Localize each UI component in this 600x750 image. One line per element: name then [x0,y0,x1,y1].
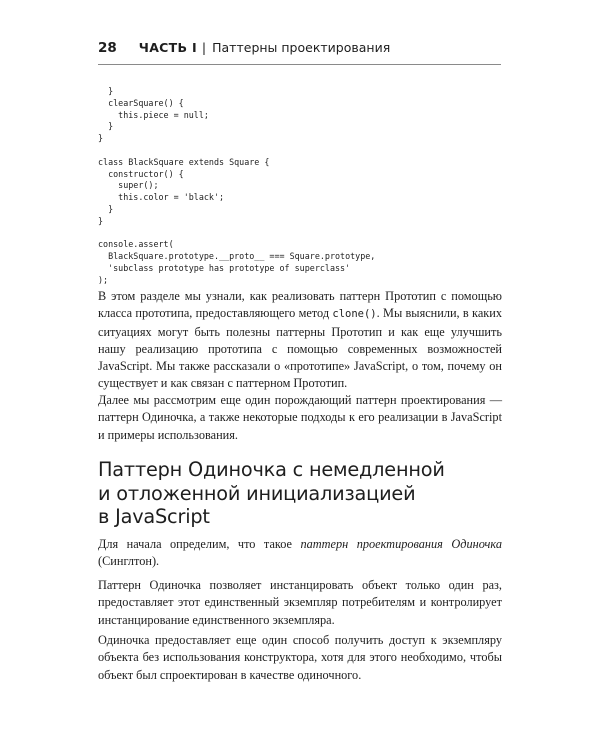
running-header [98,40,390,56]
definition-text-end: (Синглтон). [98,554,160,569]
italic-term: паттерн проектирования Одиночка [300,537,502,551]
code-block: } clearSquare() { this.piece = null; } } class BlackSquare extends Square { constructor() { super(); this.color = 'black'; } } console.assert( BlackSquare.prototype.__proto__ === Square.prototype, 'subclass prototype has prototype of superclass' ); [98,86,376,285]
part-label: ЧАСТЬ I [138,40,197,55]
page-number: 28 [98,40,117,56]
definition-text-start: Для начала определим, что такое [98,537,301,551]
section-heading-line-1: Паттерн Одиночка с немедленной [98,458,445,481]
paragraph-next-topic: Далее мы рассмотрим еще один порождающий паттерн проектирования — паттерн Одиночка, а также некоторые подходы к его реализации в JavaScript и примеры использования. [98,393,502,442]
summary-text-end: . Мы выяснили, в каких ситуациях могут быть полезны паттерны Прототип и как еще улучшить нашу реализацию прототипа с помощью современных возможностей JavaScript. Мы также рассказали о «прототипе» JavaScript, о том, почему он существует и как связан с паттерном Прототип. [98,306,502,391]
paragraph-singleton-purpose: Паттерн Одиночка позволяет инстанцировать объект только один раз, предоставляет этот единственный экземпляр потребителям и контролирует инстанцирование единственного экземпляра. [98,578,502,627]
header-separator: | [201,40,207,55]
section-heading-line-2: и отложенной инициализацией [98,481,416,505]
section-heading-line-3: в JavaScript [98,505,210,528]
paragraph-singleton-access: Одиночка предоставляет еще один способ получить доступ к экземпляру объекта без использования конструктора, хотя для этого необходимо, чтобы объект был спроектирован в качестве одиночного. [98,633,502,682]
header-rule [98,64,501,65]
summary-text-start: В этом разделе мы узнали, как реализовать паттерн Прототип с помощью класса прототипа, предоставляющего метод [98,289,502,321]
inline-code-clone: clone() [332,308,377,321]
section-heading [98,458,502,529]
paragraph-summary [98,288,502,393]
running-section-title: Паттерны проектирования [212,40,391,55]
paragraph-definition [98,536,502,571]
